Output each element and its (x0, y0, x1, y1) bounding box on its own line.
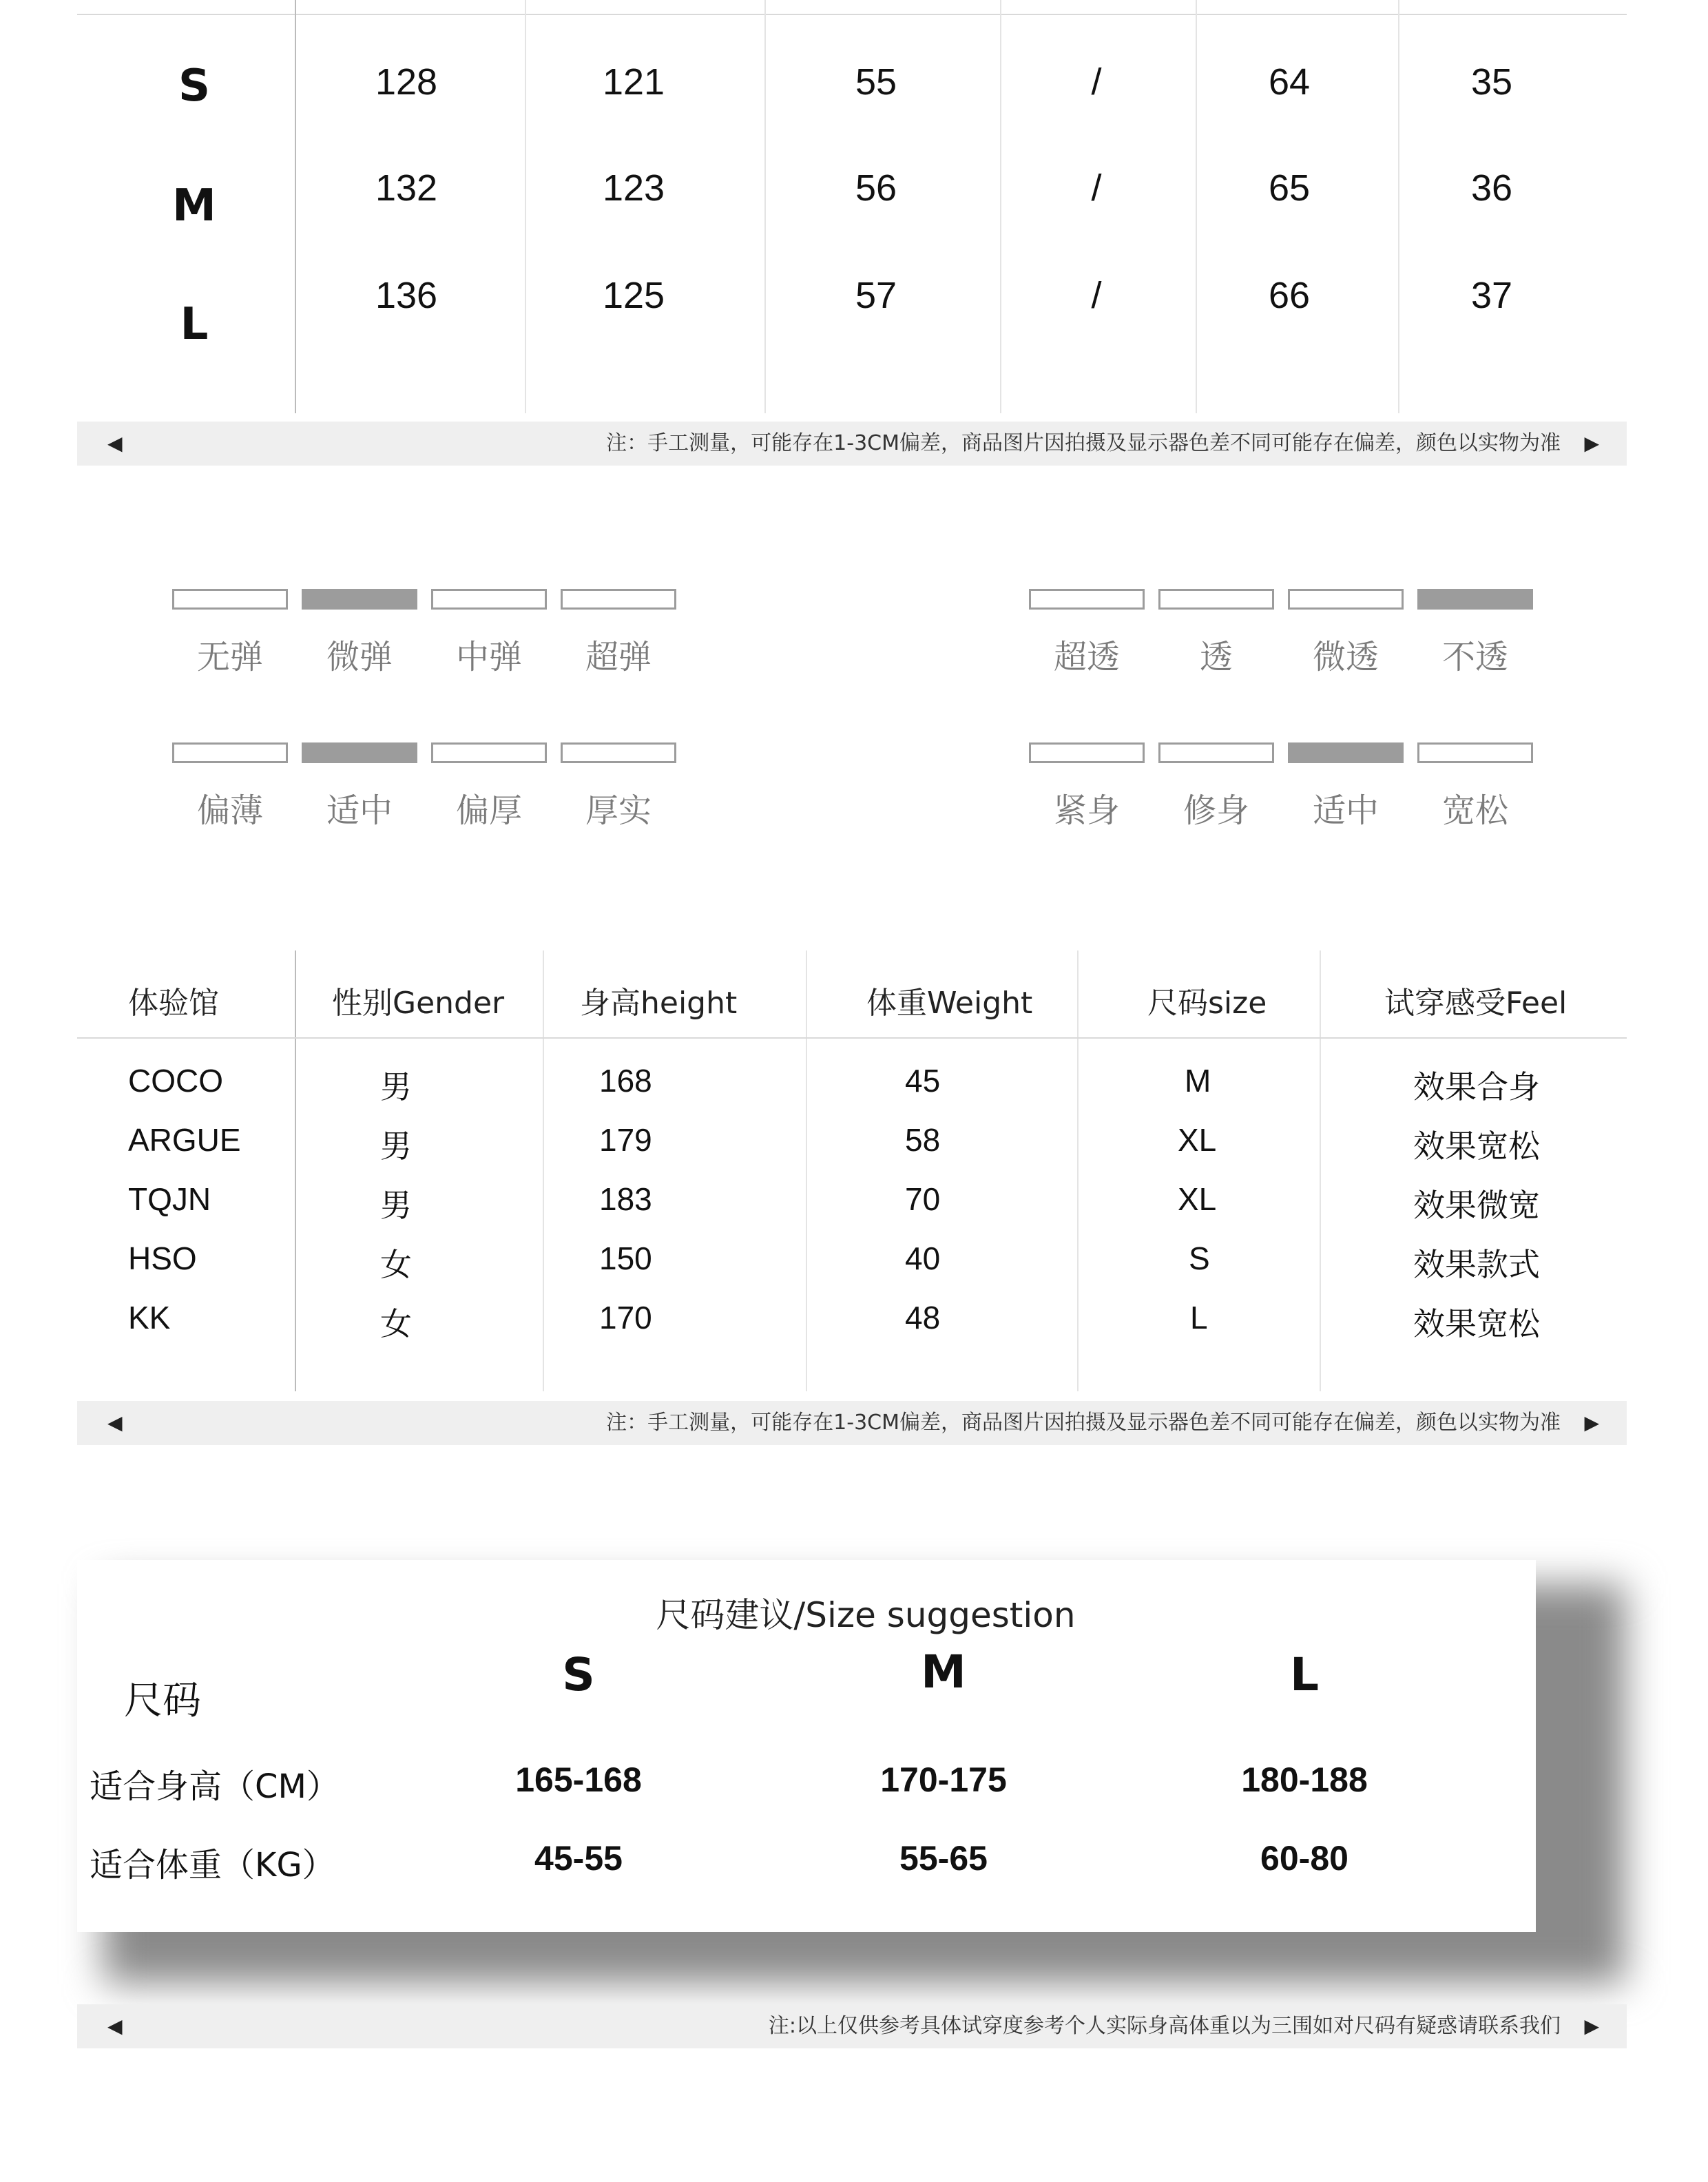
table-cell: 55 55 (793, 61, 959, 103)
table-cell: / / (1014, 61, 1179, 103)
table-cell: 65 65 (1207, 167, 1372, 209)
height-range: 180-188 (1241, 1760, 1368, 1799)
table-divider (295, 950, 296, 1391)
table-cell: 64 64 (1207, 61, 1372, 103)
scroll-left-icon[interactable]: ◀ (107, 1411, 123, 1434)
indicator-box (431, 589, 547, 610)
height-row-label: 适合身高（CM） (90, 1767, 340, 1806)
indicator-label: 微弹 (326, 638, 393, 676)
table-cell: 效果合身 (1413, 1068, 1540, 1105)
indicator-label: 中弹 (455, 638, 522, 676)
indicator-box-selected (1288, 742, 1404, 763)
column-header: 尺码size (1147, 986, 1267, 1021)
fitting-table (0, 950, 1708, 1391)
indicator-box-selected (1417, 589, 1533, 610)
indicator-box-selected (302, 742, 417, 763)
table-cell: S (1189, 1240, 1210, 1276)
table-cell: COCO (128, 1063, 223, 1099)
size-column-l: L (1289, 1648, 1320, 1701)
height-range: 170-175 (880, 1760, 1007, 1799)
table-cell: 35 35 (1409, 61, 1574, 103)
size-column-m: M (921, 1645, 966, 1698)
size-measurement-table (0, 0, 1708, 482)
size-row-label: 尺码 (124, 1679, 201, 1723)
fitting-note-bar (77, 1401, 1627, 1445)
indicator-label: 超透 (1053, 638, 1120, 676)
weight-row-label: 适合体重（KG） (90, 1846, 335, 1884)
table-cell: L (1190, 1300, 1208, 1336)
table-cell: 37 37 (1409, 274, 1574, 317)
table-cell: 170 (599, 1300, 652, 1336)
column-header: 体验馆 (128, 986, 219, 1021)
table-cell: 女 (380, 1246, 412, 1283)
table-divider (1196, 0, 1197, 413)
table-cell: 40 (905, 1240, 941, 1276)
indicator-label: 偏薄 (196, 791, 263, 830)
table-cell: 效果宽松 (1413, 1128, 1540, 1165)
height-range: 165-168 (515, 1760, 642, 1799)
size-label: S (178, 61, 211, 112)
table-cell: 66 66 (1207, 274, 1372, 317)
table-cell: 132 132 (324, 167, 489, 209)
table-divider (543, 950, 544, 1391)
table-cell: 123 123 (551, 167, 716, 209)
scroll-right-icon[interactable]: ▶ (1584, 2015, 1599, 2037)
indicator-label: 厚实 (585, 791, 652, 830)
table-divider (295, 0, 296, 413)
table-cell: 45 (905, 1063, 941, 1099)
scroll-left-icon[interactable]: ◀ (107, 2015, 123, 2037)
weight-range: 55-65 (899, 1839, 988, 1878)
indicator-box-selected (302, 589, 417, 610)
table-cell: 36 36 (1409, 167, 1574, 209)
table-cell: 70 (905, 1181, 941, 1217)
table-cell: XL (1178, 1122, 1217, 1158)
table-divider (1320, 950, 1321, 1391)
table-cell: HSO (128, 1240, 197, 1276)
table-cell: 183 (599, 1181, 652, 1217)
indicator-label: 适中 (1312, 791, 1379, 830)
table-divider (1000, 0, 1001, 413)
table-top-rule (77, 14, 1627, 15)
table-cell: 121 121 (551, 61, 716, 103)
table-cell: / / (1014, 274, 1179, 317)
table-cell: 58 (905, 1122, 941, 1158)
size-label: M (172, 180, 216, 231)
suggestion-note-bar (77, 2004, 1627, 2048)
weight-range: 60-80 (1260, 1839, 1348, 1878)
table-cell: ARGUE (128, 1122, 241, 1158)
table-cell: TQJN (128, 1181, 211, 1217)
suggestion-note: 注:以上仅供参考具体试穿度参考个人实际身高体重以为三围如对尺码有疑惑请联系我们 (768, 2014, 1561, 2038)
indicator-label: 宽松 (1441, 791, 1508, 830)
measurement-note-bar (77, 422, 1627, 466)
indicator-box (431, 742, 547, 763)
column-header: 身高height (580, 986, 738, 1021)
fitting-note: 注：手工测量，可能存在1-3CM偏差，商品图片因拍摄及显示器色差不同可能存在偏差，颜色以实物为准 (606, 1411, 1561, 1435)
table-cell: 效果宽松 (1413, 1305, 1540, 1342)
size-label: L (180, 299, 209, 350)
indicator-label: 无弹 (196, 638, 263, 676)
header-rule (77, 1037, 1627, 1039)
scroll-left-icon[interactable]: ◀ (107, 432, 123, 455)
table-cell: 效果款式 (1413, 1246, 1540, 1283)
table-cell: / / (1014, 167, 1179, 209)
indicator-label: 微透 (1312, 638, 1379, 676)
table-cell: 57 57 (793, 274, 959, 317)
indicator-box (172, 742, 288, 763)
indicator-box (1158, 742, 1274, 763)
size-column-s: S (562, 1648, 595, 1701)
table-cell: 男 (380, 1187, 412, 1224)
table-cell: M (1185, 1063, 1211, 1099)
indicator-label: 修身 (1183, 791, 1249, 830)
indicator-label: 不透 (1441, 638, 1508, 676)
indicator-label: 紧身 (1053, 791, 1120, 830)
table-cell: 168 (599, 1063, 652, 1099)
table-cell: 56 56 (793, 167, 959, 209)
table-divider (1077, 950, 1079, 1391)
table-cell: 男 (380, 1068, 412, 1105)
table-cell: 136 136 (324, 274, 489, 317)
table-cell: 女 (380, 1305, 412, 1342)
table-divider (806, 950, 807, 1391)
table-cell: KK (128, 1300, 171, 1336)
table-cell: 128 128 (324, 61, 489, 103)
indicator-box (172, 589, 288, 610)
table-cell: 效果微宽 (1413, 1187, 1540, 1224)
column-header: 性别Gender (332, 986, 505, 1021)
indicator-box (1417, 742, 1533, 763)
table-cell: 150 (599, 1240, 652, 1276)
table-divider (764, 0, 766, 413)
table-cell: 48 (905, 1300, 941, 1336)
indicator-box (561, 742, 676, 763)
column-header: 体重Weight (866, 986, 1033, 1021)
table-divider (1398, 0, 1399, 413)
indicator-label: 超弹 (585, 638, 652, 676)
table-cell: 男 (380, 1128, 412, 1165)
indicator-box (1029, 589, 1145, 610)
scroll-right-icon[interactable]: ▶ (1584, 1411, 1599, 1434)
indicator-label: 透 (1199, 638, 1233, 676)
weight-range: 45-55 (534, 1839, 623, 1878)
indicator-box (561, 589, 676, 610)
table-divider (525, 0, 526, 413)
measurement-note: 注：手工测量，可能存在1-3CM偏差，商品图片因拍摄及显示器色差不同可能存在偏差，颜色以实物为准 (606, 431, 1561, 455)
table-cell: 125 125 (551, 274, 716, 317)
suggestion-title: 尺码建议/Size suggestion (656, 1595, 1076, 1635)
indicator-label: 适中 (326, 791, 393, 830)
indicator-box (1158, 589, 1274, 610)
scroll-right-icon[interactable]: ▶ (1584, 432, 1599, 455)
table-cell: 179 (599, 1122, 652, 1158)
indicator-box (1288, 589, 1404, 610)
indicator-box (1029, 742, 1145, 763)
size-suggestion-card (77, 1560, 1536, 1932)
indicator-label: 偏厚 (455, 791, 522, 830)
table-cell: XL (1178, 1181, 1217, 1217)
column-header: 试穿感受Feel (1384, 986, 1568, 1021)
